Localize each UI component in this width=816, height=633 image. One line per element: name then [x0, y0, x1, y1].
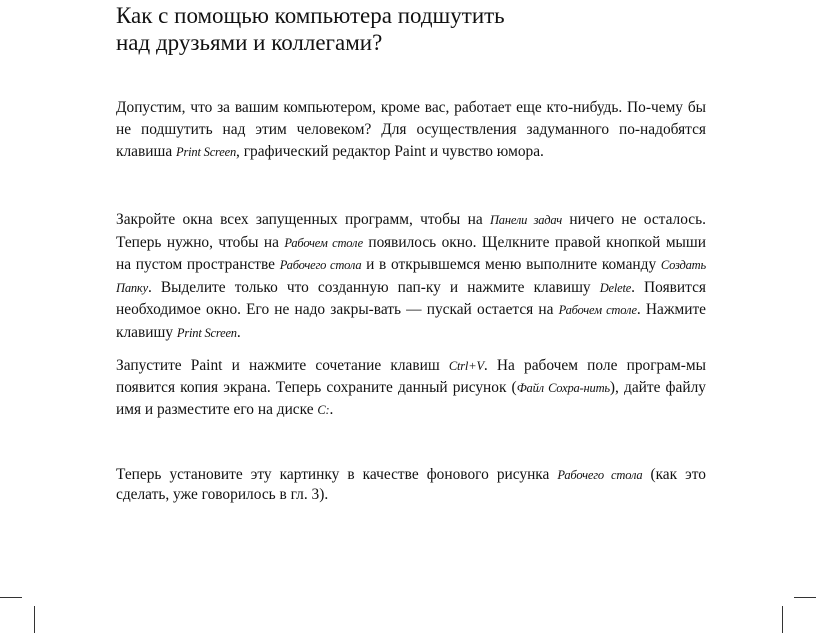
text-run: . — [236, 323, 241, 341]
term-desktop-3: Рабочего стола — [557, 468, 643, 482]
text-run: . На рабочем поле програм-мы появится копия экрана. Теперь сохраните данный рисунок ( — [116, 357, 706, 396]
key-ctrl-v: Ctrl+V — [448, 359, 484, 373]
paragraph-steps-1 — [116, 209, 706, 344]
crop-mark-right-horizontal — [794, 597, 816, 598]
paragraph-intro — [116, 97, 706, 163]
term-file-save: Файл Сохра-нить — [516, 381, 610, 395]
term-desktop: Рабочем столе — [284, 235, 363, 250]
crop-mark-left-horizontal — [0, 597, 22, 598]
text-run: ), дайте файлу имя и разместите его на диске — [116, 379, 706, 418]
text-run: ничего не осталось. Теперь нужно, чтобы на — [116, 211, 706, 251]
text-run: . Выделите только что созданную пап-ку и нажмите клавишу — [147, 278, 600, 296]
term-create-folder: Создать Папку — [116, 258, 706, 295]
term-desktop-genitive: Рабочего стола — [279, 258, 362, 272]
text-run: появилось окно. Щелкните правой кнопкой мыши на пустом пространстве — [116, 233, 706, 273]
text-run: Запустите Paint и нажмите сочетание клавиш — [116, 357, 449, 374]
text-run: . Появится необходимое окно. Его не надо закры-вать — пускай остается на — [116, 278, 706, 318]
key-print-screen: Print Screen — [176, 145, 236, 159]
key-print-screen-2: Print Screen — [176, 325, 237, 340]
text-run: Закройте окна всех запущенных программ, чтобы на — [116, 211, 490, 228]
key-delete: Delete — [599, 280, 632, 295]
term-taskbar: Панели задач — [489, 213, 563, 227]
text-run: и в открывшемся меню выполните команду — [361, 256, 661, 273]
text-run: . — [329, 401, 334, 418]
term-drive-c: C: — [317, 403, 330, 417]
crop-mark-right-vertical — [782, 606, 783, 633]
text-run: (как это сделать, уже говорилось в гл. 3). — [116, 466, 706, 503]
text-run: . Нажмите клавишу — [116, 301, 706, 341]
title-line-1: Как с помощью компьютера подшутить — [116, 3, 505, 28]
paragraph-steps-2 — [116, 355, 706, 421]
paragraph-steps-3 — [116, 465, 706, 505]
crop-mark-left-vertical — [34, 606, 35, 633]
text-run: Допустим, что за вашим компьютером, кроме вас, работает еще кто-нибудь. По-чему бы не подшутить над этим человеком? Для осуществления задуманного по-надобятся клавиша — [116, 99, 706, 160]
text-run: , графический редактор Paint и чувство юмора. — [236, 143, 544, 160]
term-desktop-2: Рабочем столе — [558, 303, 637, 317]
text-run: Теперь установите эту картинку в качестве фонового рисунка — [116, 466, 558, 483]
title-line-2: над друзьями и коллегами? — [116, 30, 383, 55]
document-title — [116, 2, 616, 56]
